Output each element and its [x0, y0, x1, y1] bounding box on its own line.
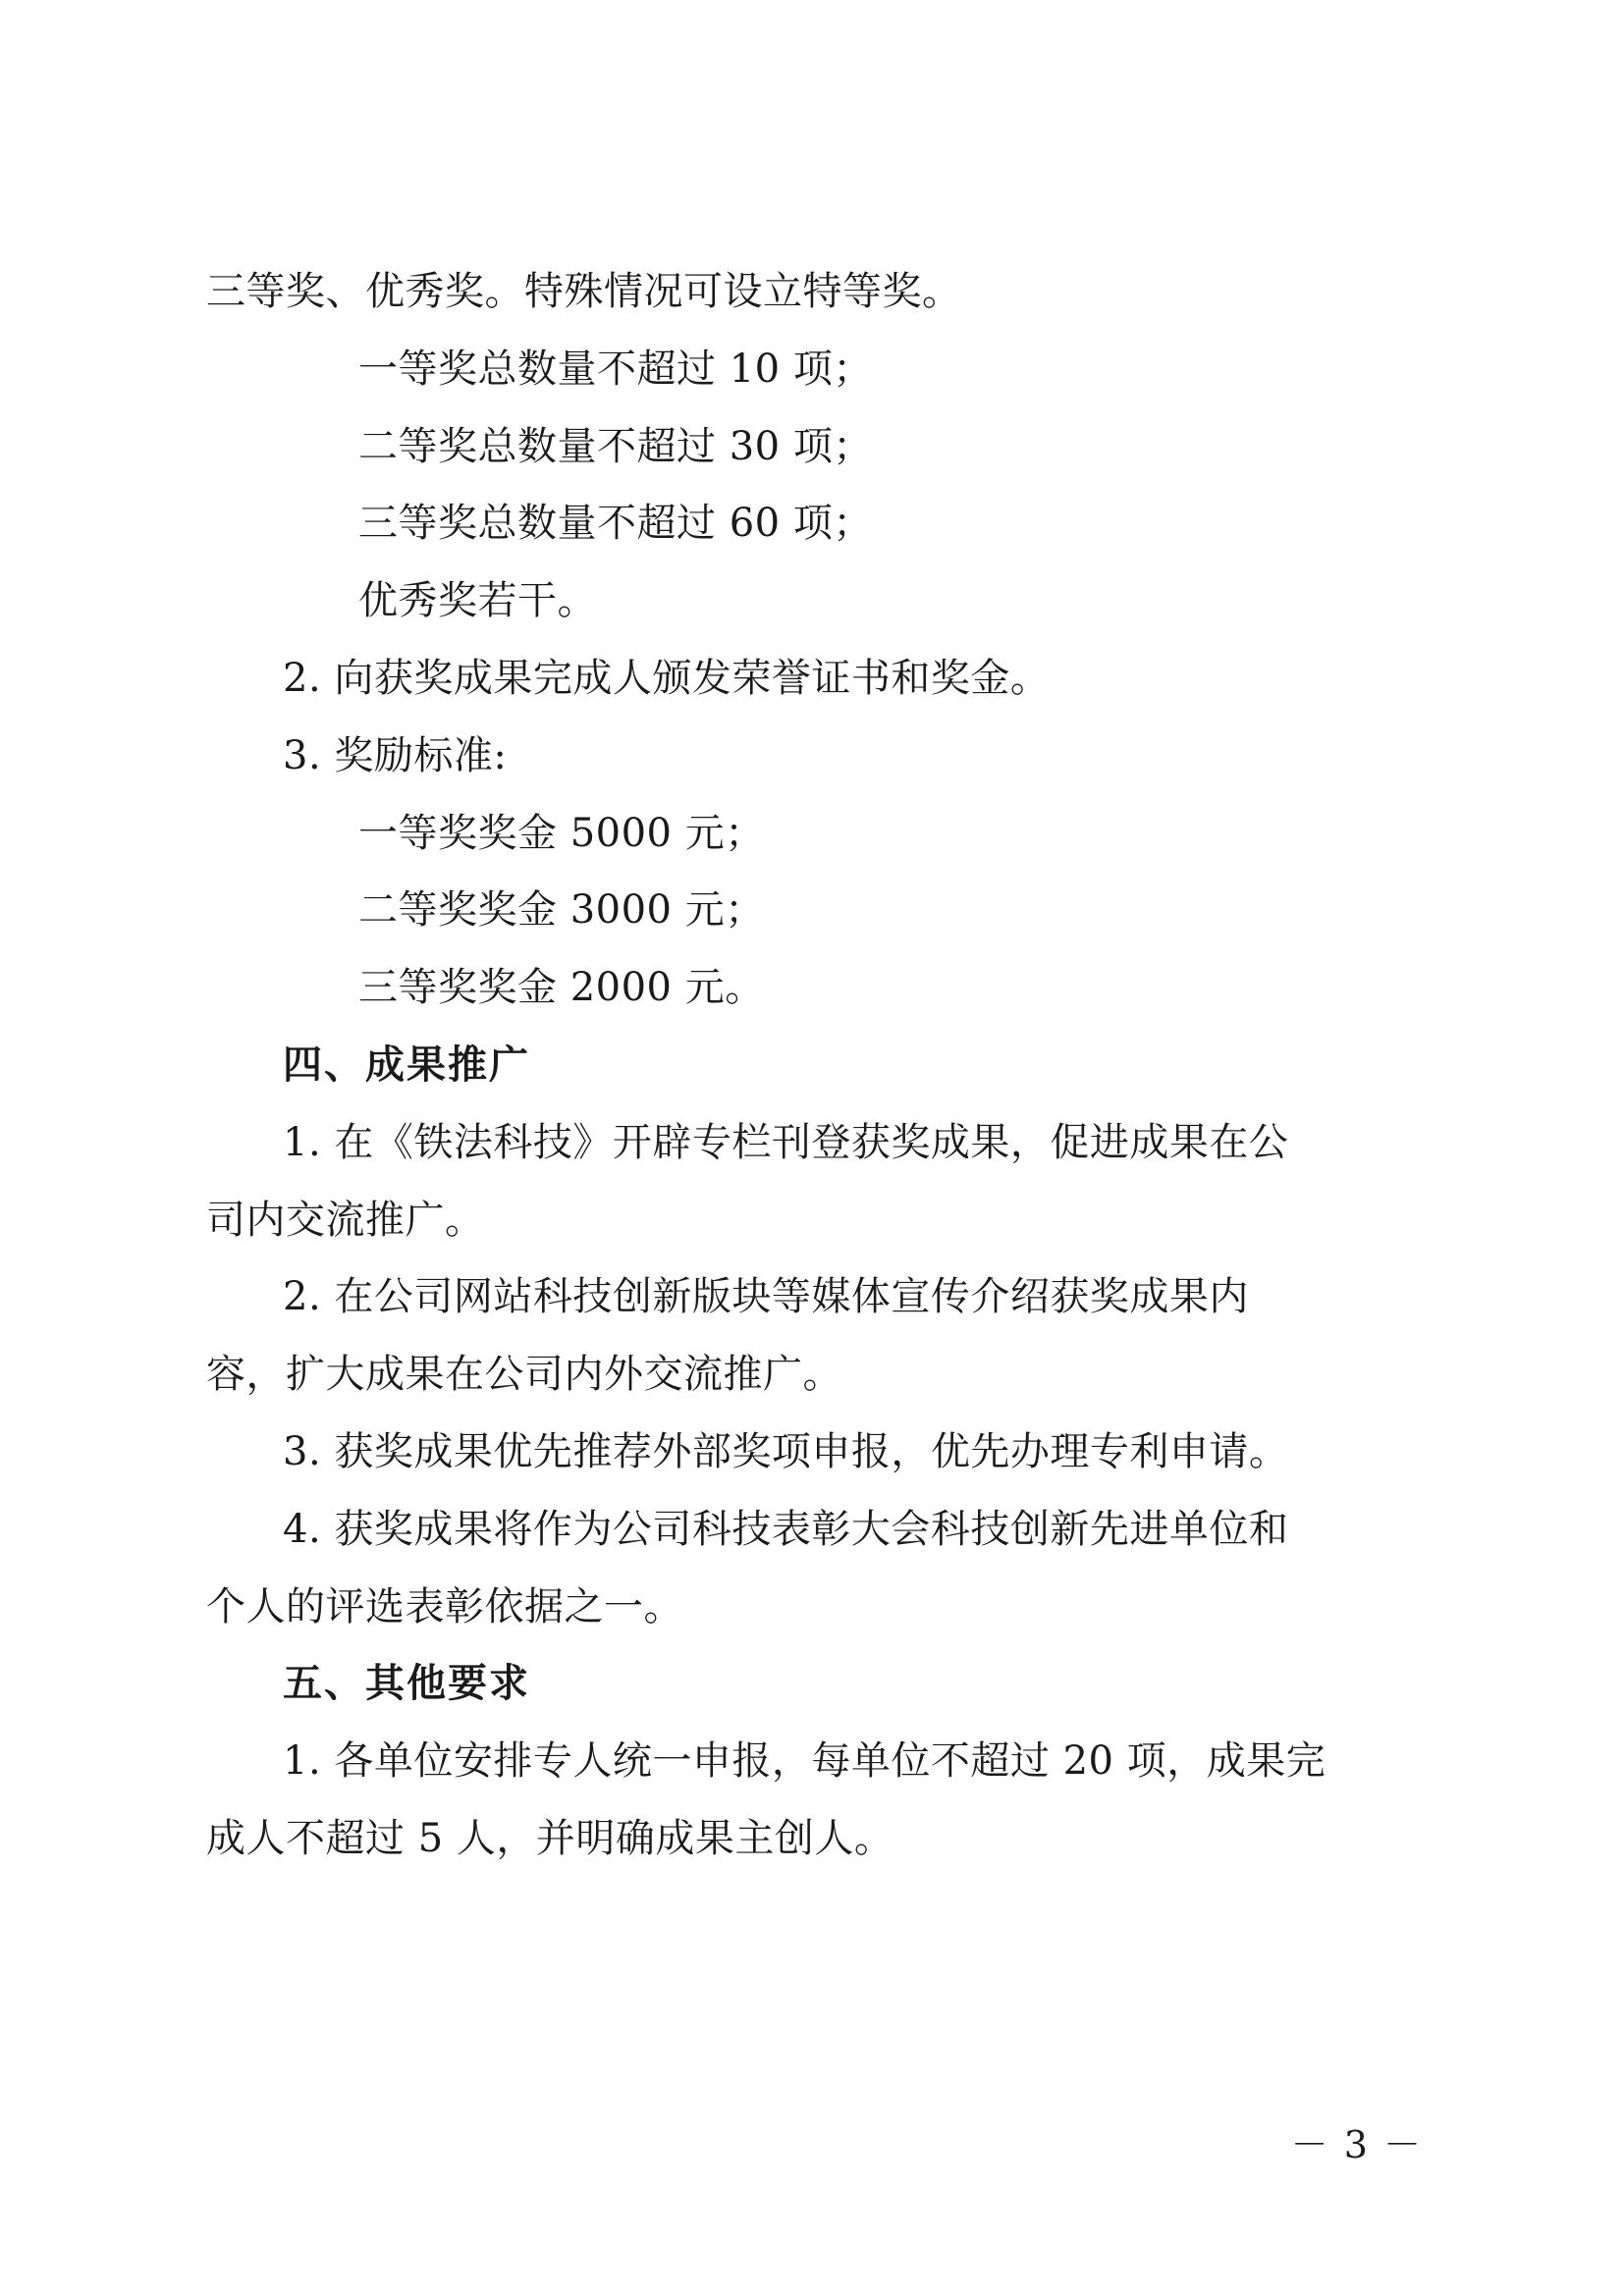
section-heading-other-requirements: 五、其他要求: [283, 1661, 530, 1707]
list-item-certificate-award: 2. 向获奖成果完成人颁发荣誉证书和奖金。: [283, 655, 1051, 701]
paragraph-promotion-2: 2. 在公司网站科技创新版块等媒体宣传介绍获奖成果内: [283, 1274, 1249, 1320]
paragraph-promotion-4: 4. 获奖成果将作为公司科技表彰大会科技创新先进单位和: [283, 1506, 1289, 1552]
paragraph-promotion-1-cont: 司内交流推广。: [206, 1197, 485, 1243]
paragraph-promotion-2-cont: 容，扩大成果在公司内外交流推广。: [206, 1352, 842, 1398]
paragraph-other-1-cont: 成人不超过 5 人，并明确成果主创人。: [206, 1815, 894, 1861]
list-item-second-prize-money: 二等奖奖金 3000 元；: [358, 887, 765, 934]
paragraph-other-1: 1. 各单位安排专人统一申报，每单位不超过 20 项，成果完: [283, 1738, 1326, 1785]
list-item-award-standard: 3. 奖励标准:: [283, 732, 508, 778]
paragraph-promotion-4-cont: 个人的评选表彰依据之一。: [206, 1583, 683, 1629]
page-number: － 3 －: [1290, 2123, 1423, 2166]
list-item-first-prize-count: 一等奖总数量不超过 10 项；: [358, 346, 873, 392]
paragraph-promotion-1: 1. 在《铁法科技》开辟专栏刊登获奖成果，促进成果在公: [283, 1119, 1289, 1165]
list-item-second-prize-count: 二等奖总数量不超过 30 项；: [358, 423, 873, 469]
section-heading-promotion: 四、成果推广: [283, 1041, 530, 1088]
list-item-third-prize-money: 三等奖奖金 2000 元。: [358, 965, 765, 1011]
list-item-third-prize-count: 三等奖总数量不超过 60 项；: [358, 501, 873, 547]
paragraph-promotion-3: 3. 获奖成果优先推荐外部奖项申报，优先办理专利申请。: [283, 1428, 1289, 1474]
paragraph-award-levels: 三等奖、优秀奖。特殊情况可设立特等奖。: [206, 269, 962, 314]
document-body: [206, 260, 1423, 1871]
list-item-excellence-prize-count: 优秀奖若干。: [358, 578, 597, 624]
list-item-first-prize-money: 一等奖奖金 5000 元；: [358, 810, 765, 856]
